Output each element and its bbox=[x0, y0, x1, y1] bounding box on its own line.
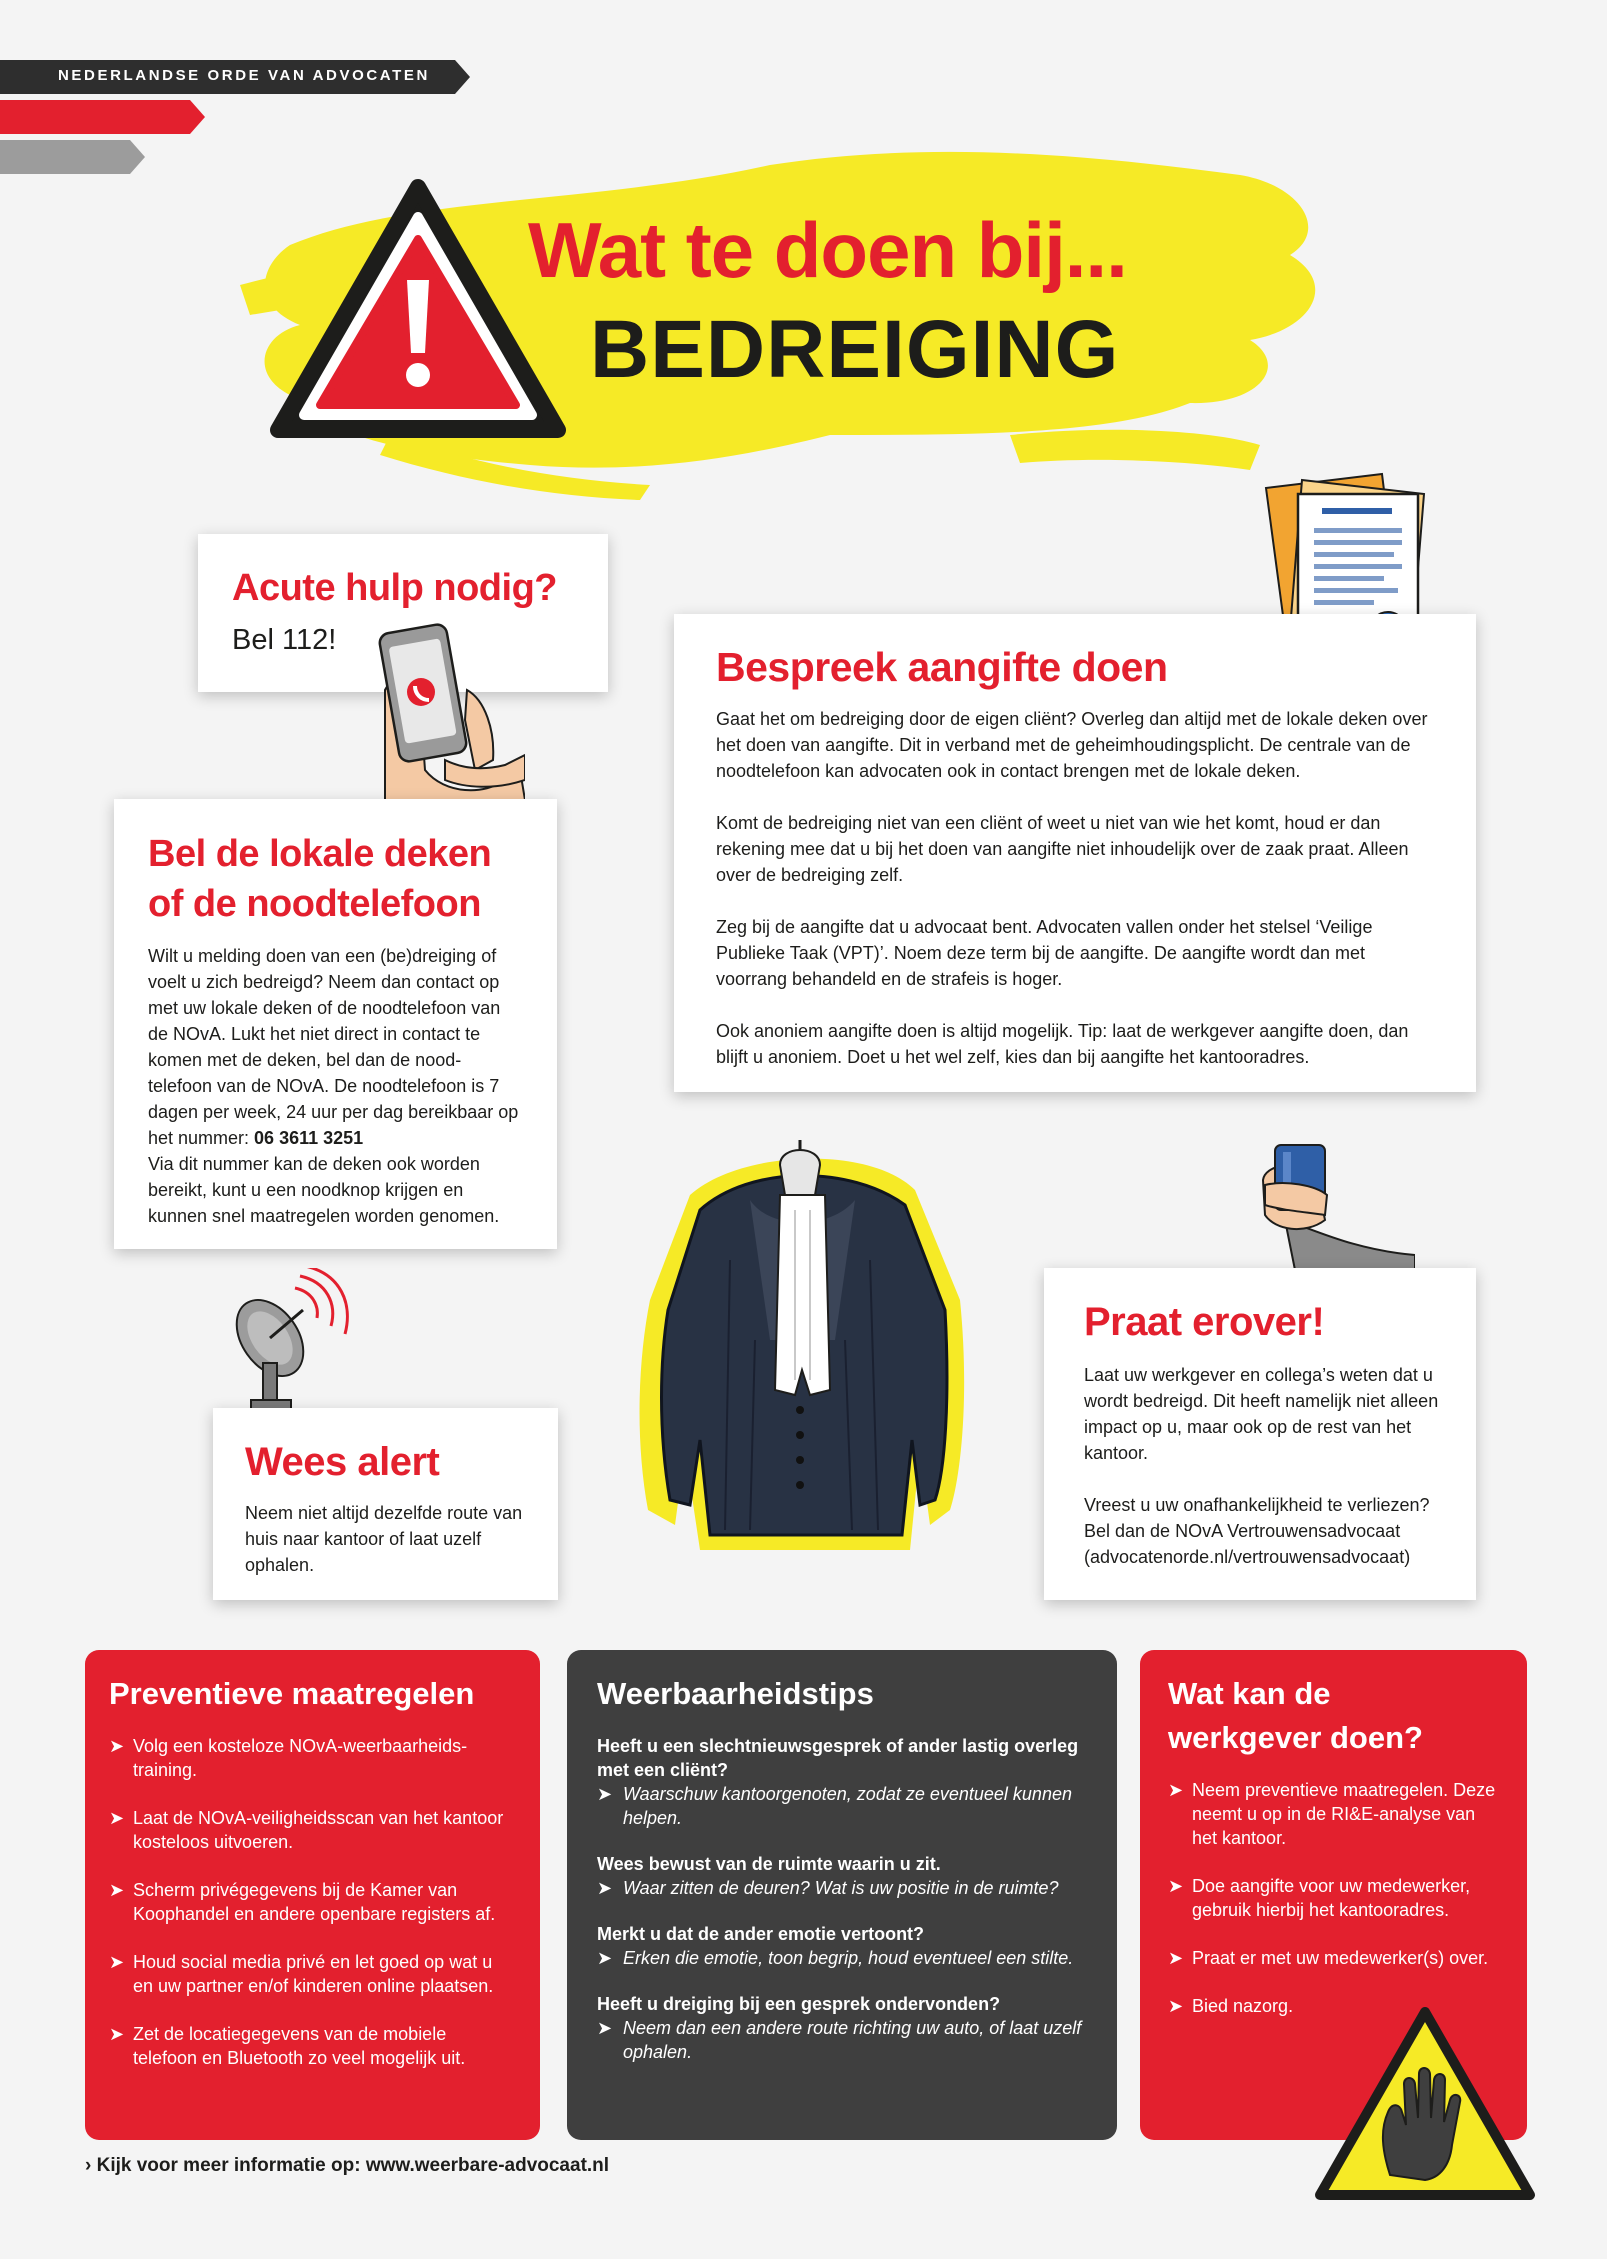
aangifte-title: Bespreek aangifte doen bbox=[716, 644, 1168, 690]
werkgever-title-line2: werkgever doen? bbox=[1168, 1720, 1423, 1755]
aangifte-paragraph: Zeg bij de aangifte dat u advocaat bent. Advocaten vallen onder het stelsel ‘Veilige Publieke Taak (VPT)’. Noem deze term bij de aangifte. De aangifte wordt dan met voorrang behandeld en de strafeis is hoger. bbox=[716, 917, 1373, 989]
footer-link[interactable]: www.weerbare-advocaat.nl bbox=[365, 2155, 610, 2176]
tip-answer: ➤ Waarschuw kantoorgenoten, zodat ze eventueel kunnen helpen. bbox=[597, 1784, 1072, 1828]
tip-question: Merkt u dat de ander emotie vertoont? bbox=[597, 1924, 925, 1944]
deken-card bbox=[114, 799, 557, 1249]
deken-text bbox=[148, 943, 523, 1229]
list-item: ➤ Doe aangifte voor uw medewerker, gebruik hierbij het kantooradres. bbox=[1168, 1876, 1471, 1920]
deken-text-main: Wilt u melding doen van een (be)dreiging of voelt u zich bedreigd? Neem dan contact op met uw lokale deken of de noodtelefoon van de NOvA. Lukt het niet direct in contact te komen met de deken, bel dan de nood-telefoon van de NOvA. De noodtelefoon is 7 dagen per week, 24 uur per dag bereikbaar op het nummer: bbox=[148, 946, 519, 1148]
acute-help-title: Acute hulp nodig? bbox=[232, 567, 558, 609]
list-item: ➤ Bied nazorg. bbox=[1168, 1996, 1294, 2016]
list-item: ➤ Zet de locatiegegevens van de mobiele telefoon en Bluetooth zo veel mogelijk uit. bbox=[109, 2024, 466, 2068]
deken-phone: 06 3611 3251 bbox=[254, 1128, 364, 1148]
list-item: ➤ Houd social media privé en let goed op wat u en uw partner en/of kinderen online plaatsen. bbox=[109, 1952, 494, 1996]
grey-stripe bbox=[0, 140, 145, 174]
bullet-arrow-icon: ➤ bbox=[1168, 1876, 1184, 1896]
aangifte-paragraph: Komt de bedreiging niet van een cliënt of weet u niet van wie het komt, houd er dan rekening mee dat u bij het doen van aangifte niet inhoudelijk over de zaak praat. Alleen over de bedreiging zelf. bbox=[716, 813, 1409, 885]
list-item: ➤ Neem preventieve maatregelen. Deze neemt u op in de RI&E-analyse van het kantoor. bbox=[1168, 1780, 1496, 1848]
list-item: ➤ Volg een kosteloze NOvA-weerbaarheids-training. bbox=[109, 1736, 468, 1780]
phone-in-hand-illustration bbox=[375, 620, 525, 800]
aangifte-card bbox=[674, 614, 1476, 1092]
bullet-arrow-icon: ➤ bbox=[597, 2018, 613, 2038]
alert-card bbox=[213, 1408, 558, 1600]
aangifte-text bbox=[716, 706, 1440, 1070]
tip-question: Heeft u een slechtnieuwsgesprek of ander lastig overleg met een cliënt? bbox=[597, 1736, 1079, 1780]
acute-help-text: Bel 112! bbox=[232, 624, 337, 656]
deken-title-line2: of de noodtelefoon bbox=[148, 883, 481, 925]
tip-answer: ➤ Waar zitten de deuren? Wat is uw positie in de ruimte? bbox=[597, 1878, 1059, 1898]
bullet-arrow-icon: ➤ bbox=[109, 1952, 125, 1972]
list-item: ➤ Praat er met uw medewerker(s) over. bbox=[1168, 1948, 1489, 1968]
deken-text-after: Via dit nummer kan de deken ook worden bereikt, kunt u een noodknop krijgen en kunnen snel maatregelen worden genomen. bbox=[148, 1154, 500, 1226]
praat-card bbox=[1044, 1268, 1476, 1600]
tip-answer: ➤ Neem dan een andere route richting uw auto, of laat uzelf ophalen. bbox=[597, 2018, 1082, 2062]
tips-title: Weerbaarheidstips bbox=[597, 1676, 874, 1711]
tip-question: Heeft u dreiging bij een gesprek ondervonden? bbox=[597, 1994, 1001, 2014]
werkgever-title-line1: Wat kan de bbox=[1168, 1676, 1331, 1711]
stop-hand-warning-icon bbox=[1310, 2000, 1540, 2210]
footer-info bbox=[85, 2155, 609, 2177]
alert-text: Neem niet altijd dezelfde route van huis naar kantoor of laat uzelf ophalen. bbox=[245, 1503, 523, 1575]
werkgever-list bbox=[1168, 1778, 1501, 2018]
bullet-arrow-icon: ➤ bbox=[1168, 1948, 1184, 1968]
tip-item bbox=[597, 1852, 1093, 1900]
tips-panel bbox=[567, 1650, 1117, 2140]
red-stripe bbox=[0, 100, 205, 134]
tip-item bbox=[597, 1922, 1093, 1970]
tip-item bbox=[597, 1734, 1093, 1830]
praat-text bbox=[1084, 1362, 1446, 1570]
tip-question: Wees bewust van de ruimte waarin u zit. bbox=[597, 1854, 941, 1874]
praat-paragraph: Laat uw werkgever en collega’s weten dat u wordt bedreigd. Dit heeft namelijk niet alleen impact op u, maar ook op de rest van het kantoor. bbox=[1084, 1365, 1439, 1463]
praat-title: Praat erover! bbox=[1084, 1300, 1325, 1344]
bullet-arrow-icon: ➤ bbox=[597, 1878, 613, 1898]
satellite-dish-illustration bbox=[225, 1268, 365, 1418]
footer-prefix: › bbox=[85, 2155, 92, 2176]
bullet-arrow-icon: ➤ bbox=[109, 1808, 125, 1828]
tip-item bbox=[597, 1992, 1093, 2064]
bullet-arrow-icon: ➤ bbox=[109, 1880, 125, 1900]
lawyer-robe-illustration bbox=[630, 1140, 970, 1560]
bullet-arrow-icon: ➤ bbox=[597, 1784, 613, 1804]
tip-answer: ➤ Erken die emotie, toon begrip, houd eventueel een stilte. bbox=[597, 1948, 1074, 1968]
aangifte-paragraph: Gaat het om bedreiging door de eigen cliënt? Overleg dan altijd met de lokale deken over het doen van aangifte. Dit in verband met de geheimhoudingsplicht. De centrale van de noodtelefoon kan advocaten ook in contact brengen met de lokale deken. bbox=[716, 709, 1428, 781]
deken-title-line1: Bel de lokale deken bbox=[148, 833, 492, 875]
preventie-list bbox=[109, 1734, 512, 2070]
aangifte-paragraph: Ook anoniem aangifte doen is altijd mogelijk. Tip: laat de werkgever aangifte doen, dan blijft u anoniem. Doet u het wel zelf, kies dan bij aangifte het kantooradres. bbox=[716, 1021, 1409, 1067]
page-title-line1: Wat te doen bij... bbox=[528, 206, 1127, 294]
bullet-arrow-icon: ➤ bbox=[109, 1736, 125, 1756]
praat-paragraph: Vreest u uw onafhankelijkheid te verliezen? Bel dan de NOvA Vertrouwensadvocaat (advocatenorde.nl/vertrouwensadvocaat) bbox=[1084, 1495, 1430, 1567]
list-item: ➤ Laat de NOvA-veiligheidsscan van het kantoor kosteloos uitvoeren. bbox=[109, 1808, 504, 1852]
list-item: ➤ Scherm privégegevens bij de Kamer van Koophandel en andere openbare registers af. bbox=[109, 1880, 496, 1924]
preventie-title: Preventieve maatregelen bbox=[109, 1676, 475, 1711]
bullet-arrow-icon: ➤ bbox=[109, 2024, 125, 2044]
page-title-line2: BEDREIGING bbox=[590, 304, 1120, 395]
bullet-arrow-icon: ➤ bbox=[1168, 1780, 1184, 1800]
org-name: NEDERLANDSE ORDE VAN ADVOCATEN bbox=[58, 67, 430, 84]
footer-label: Kijk voor meer informatie op: bbox=[96, 2155, 366, 2176]
bullet-arrow-icon: ➤ bbox=[597, 1948, 613, 1968]
hand-with-mug-illustration bbox=[1255, 1140, 1415, 1270]
bullet-arrow-icon: ➤ bbox=[1168, 1996, 1184, 2016]
alert-title: Wees alert bbox=[245, 1440, 440, 1484]
preventie-panel bbox=[85, 1650, 540, 2140]
tips-list bbox=[597, 1734, 1093, 2064]
warning-triangle-icon bbox=[268, 175, 568, 445]
